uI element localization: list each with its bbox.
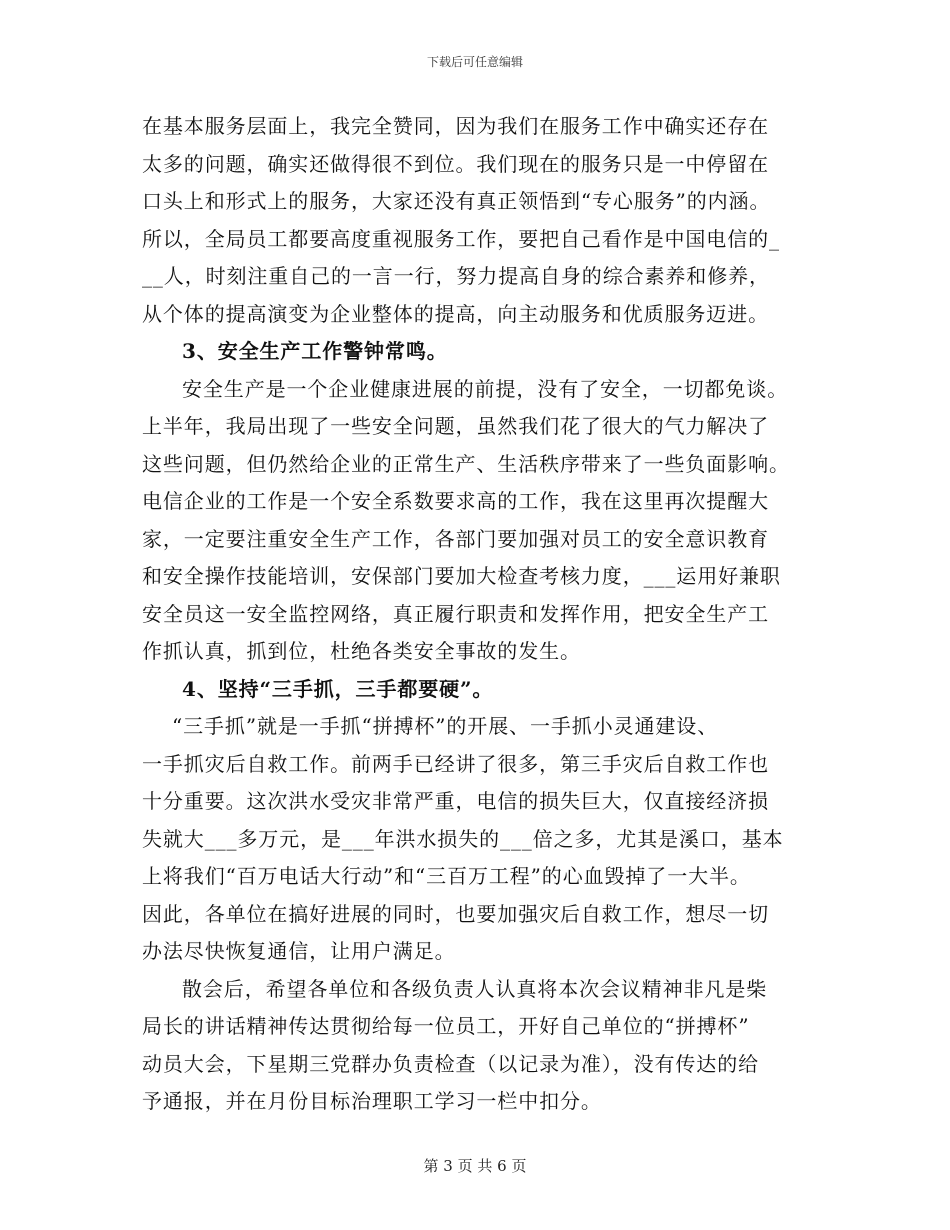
- paragraph-line: 作抓认真，抓到位，杜绝各类安全事故的发生。: [142, 639, 581, 663]
- section-heading-safety: 3、安全生产工作警钟常鸣。: [182, 339, 448, 363]
- paragraph-line: 安全员这一安全监控网络，真正履行职责和发挥作用，把安全生产工: [142, 601, 769, 626]
- page-header: 下载后可任意编辑: [426, 55, 523, 69]
- section-heading-three-hands: 4、坚持“三手抓，三手都要硬”。: [182, 676, 494, 701]
- paragraph-line: 在基本服务层面上，我完全赞同，因为我们在服务工作中确实还存在: [142, 114, 769, 138]
- paragraph-line: 十分重要。这次洪水受灾非常严重，电信的损失巨大，仅直接经济损: [142, 789, 769, 813]
- paragraph-line: 这些问题，但仍然给企业的正常生产、生活秩序带来了一些负面影响。: [142, 451, 790, 476]
- paragraph-line: 和安全操作技能培训，安保部门要加大检查考核力度，___运用好兼职: [142, 564, 781, 588]
- paragraph-line: 家，一定要注重安全生产工作，各部门要加强对员工的安全意识教育: [142, 526, 769, 551]
- paragraph-line: 从个体的提高演变为企业整体的提高，向主动服务和优质服务迈进。: [142, 301, 769, 326]
- paragraph-line: 动员大会，下星期三党群办负责检查（以记录为准），没有传达的给: [142, 1051, 759, 1076]
- paragraph-line: 安全生产是一个企业健康进展的前提，没有了安全，一切都免谈。: [182, 376, 789, 401]
- page-number-footer: 第 3 页 共 6 页: [423, 1157, 527, 1175]
- paragraph-line: “三手抓”就是一手抓“拼搏杯”的开展、一手抓小灵通建设、: [172, 714, 719, 738]
- paragraph-line: 口头上和形式上的服务，大家还没有真正领悟到“专心服务”的内涵。: [142, 189, 771, 213]
- paragraph-line: __人，时刻注重自己的一言一行，努力提高自身的综合素养和修养，: [142, 264, 770, 288]
- paragraph-line: 电信企业的工作是一个安全系数要求高的工作，我在这里再次提醒大: [142, 489, 769, 513]
- paragraph-line: 上将我们“百万电话大行动”和“三百万工程”的心血毁掉了一大半。: [142, 864, 751, 888]
- paragraph-line: 所以，全局员工都要高度重视服务工作，要把自己看作是中国电信的_: [142, 226, 780, 251]
- paragraph-line: 局长的讲话精神传达贯彻给每一位员工，开好自己单位的“拼搏杯”: [142, 1014, 750, 1038]
- paragraph-line: 太多的问题，确实还做得很不到位。我们现在的服务只是一中停留在: [142, 151, 769, 176]
- paragraph-line: 散会后，希望各单位和各级负责人认真将本次会议精神非凡是柴: [182, 976, 768, 1001]
- paragraph-line: 予通报，并在月份目标治理职工学习一栏中扣分。: [142, 1089, 602, 1113]
- paragraph-line: 上半年，我局出现了一些安全问题，虽然我们花了很大的气力解决了: [142, 414, 769, 438]
- document-body: [142, 108, 822, 1121]
- paragraph-line: 因此，各单位在搞好进展的同时，也要加强灾后自救工作，想尽一切: [142, 901, 769, 926]
- paragraph-line: 一手抓灾后自救工作。前两手已经讲了很多，第三手灾后自救工作也: [142, 751, 769, 776]
- paragraph-line: 失就大___多万元，是___年洪水损失的___倍之多，尤其是溪口，基本: [142, 826, 784, 851]
- paragraph-line: 办法尽快恢复通信，让用户满足。: [142, 939, 456, 963]
